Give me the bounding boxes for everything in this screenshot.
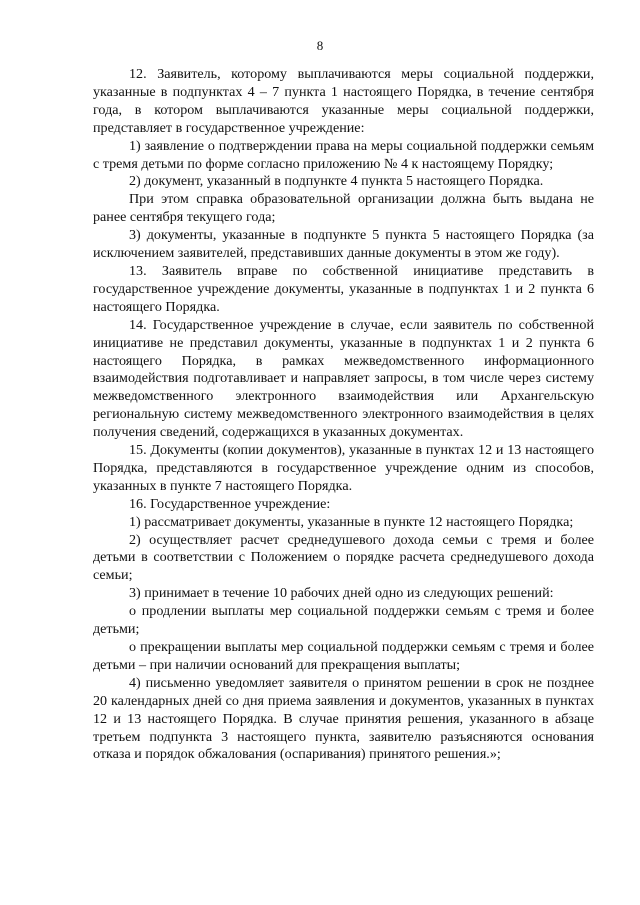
- paragraph-16-item-2: 2) осуществляет расчет среднедушевого дохода семьи с тремя и более детьми в соответствии с Положением о порядке расчета среднедушевого дохода семьи;: [93, 531, 594, 584]
- page-number: 8: [316, 38, 324, 53]
- paragraph-12: 12. Заявитель, которому выплачиваются меры социальной поддержки, указанные в подпунктах 4 – 7 пункта 1 настоящего Порядка, в течение сентября года, в котором выплачиваются указанные меры социальной поддержки, представляет в государственное учреждение:: [93, 66, 594, 136]
- paragraph-12-item-1: 1) заявление о подтверждении права на меры социальной поддержки семьям с тремя детьми по форме согласно приложению № 4 к настоящему Порядку;: [93, 137, 594, 172]
- paragraph-16-decision-terminate: о прекращении выплаты мер социальной поддержки семьям с тремя и более детьми – при наличии оснований для прекращения выплаты;: [93, 639, 594, 673]
- paragraph-16-item-1: 1) рассматривает документы, указанные в пункте 12 настоящего Порядка;: [129, 513, 574, 530]
- paragraph-16-decision-extend: о продлении выплаты мер социальной поддержки семьям с тремя и более детьми;: [93, 603, 594, 638]
- paragraph-15: 15. Документы (копии документов), указанные в пунктах 12 и 13 настоящего Порядка, представляются в государственное учреждение одним из способов, указанных в пункте 7 настоящего Порядка.: [93, 442, 594, 494]
- paragraph-16-item-4: 4) письменно уведомляет заявителя о принятом решении в срок не позднее 20 календарных дней со дня приема заявления и документов, указанных в пунктах 12 и 13 настоящего Порядка. В случае принятия решения, указанного в абзаце третьем подпункта 3 настоящего пункта, заявителю разъясняются основания отказа и порядок обжалования (оспаривания) принятого решения.»;: [93, 674, 594, 763]
- document-body: [93, 66, 594, 764]
- paragraph-12-item-3: 3) документы, указанные в подпункте 5 пункта 5 настоящего Порядка (за исключением заявителей, представивших данные документы в этом же году).: [93, 227, 594, 262]
- paragraph-14: 14. Государственное учреждение в случае, если заявитель по собственной инициативе не представил документы, указанные в подпунктах 1 и 2 пункта 6 настоящего Порядка, в рамках межведомственного информационного взаимодействия подготавливает и направляет запросы, в том числе через систему межведомственного электронного взаимодействия или Архангельскую региональную систему межведомственного электронного взаимодействия в целях получения сведений, содержащихся в указанных документах.: [93, 316, 594, 441]
- paragraph-13: 13. Заявитель вправе по собственной инициативе представить в государственное учреждение документы, указанные в подпунктах 1 и 2 пункта 6 настоящего Порядка.: [93, 262, 594, 315]
- paragraph-16: 16. Государственное учреждение:: [129, 495, 331, 512]
- paragraph-16-item-3: 3) принимает в течение 10 рабочих дней одно из следующих решений:: [129, 585, 554, 602]
- paragraph-12-note: При этом справка образовательной организации должна быть выдана не ранее сентября текущего года;: [93, 191, 594, 226]
- paragraph-12-item-2: 2) документ, указанный в подпункте 4 пункта 5 настоящего Порядка.: [129, 173, 544, 190]
